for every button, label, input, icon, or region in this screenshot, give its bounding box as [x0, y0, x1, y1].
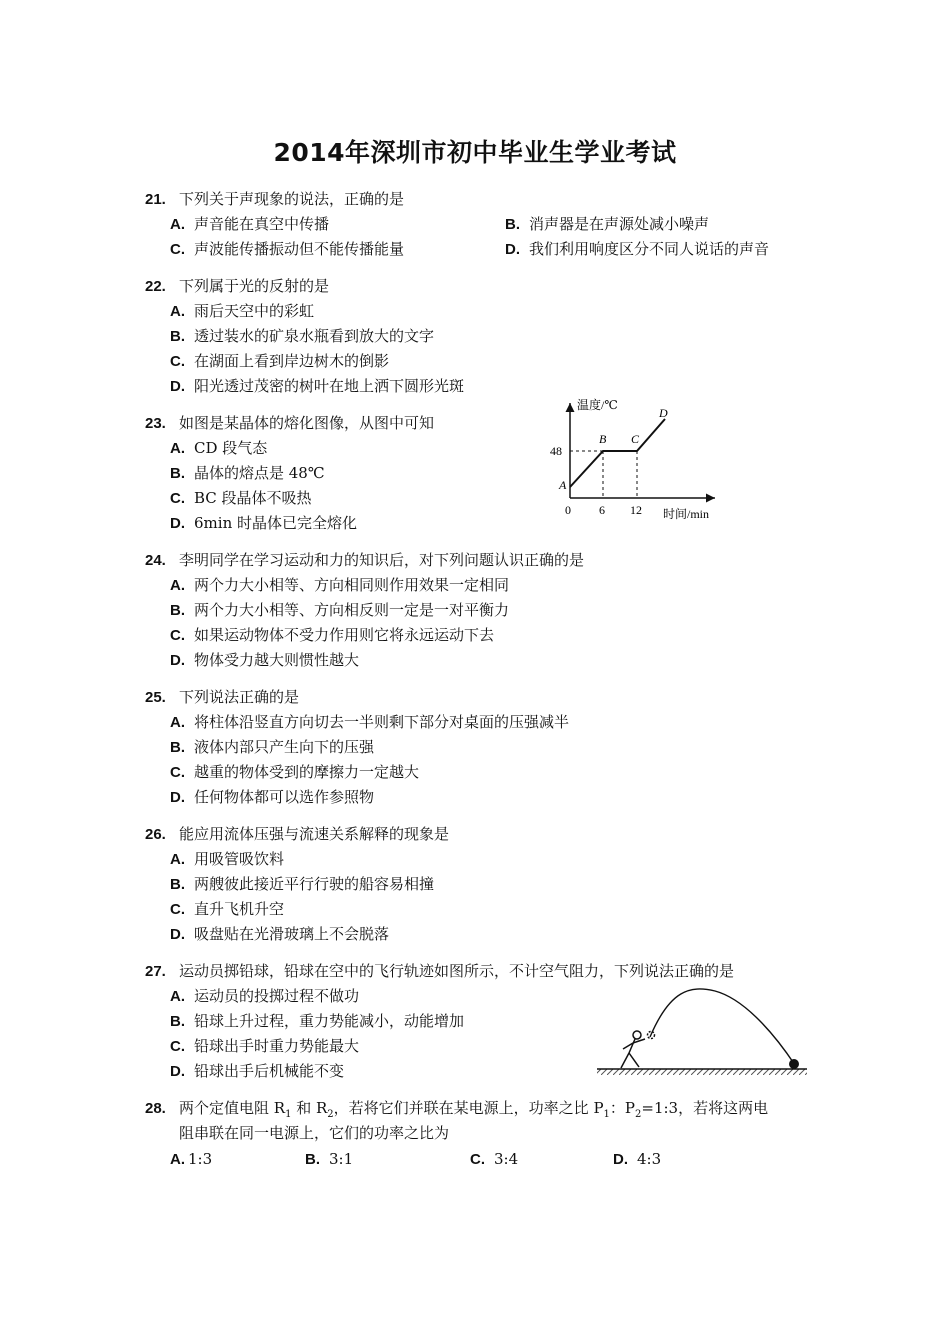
option-c[interactable]: C. BC 段晶体不吸热	[170, 489, 312, 507]
x-tick-0: 0	[565, 503, 571, 517]
option-b[interactable]: B. 液体内部只产生向下的压强	[170, 738, 375, 756]
option-d[interactable]: D. 吸盘贴在光滑玻璃上不会脱落	[170, 925, 390, 943]
option-b[interactable]: B. 透过装水的矿泉水瓶看到放大的文字	[170, 327, 435, 345]
option-b[interactable]: B. 消声器是在声源处减小噪声	[505, 215, 710, 233]
option-a[interactable]: A. 将柱体沿竖直方向切去一半则剩下部分对桌面的压强减半	[170, 713, 570, 731]
option-c[interactable]: C. 如果运动物体不受力作用则它将永远运动下去	[170, 626, 495, 644]
question-stem: 27. 运动员掷铅球，铅球在空中的飞行轨迹如图所示，不计空气阻力，下列说法正确的是	[145, 962, 735, 980]
option-b[interactable]: B. 晶体的熔点是 48℃	[170, 464, 325, 482]
option-c[interactable]: C. 铅球出手时重力势能最大	[170, 1037, 360, 1055]
question-stem-line2: 阻串联在同一电源上，它们的功率之比为	[179, 1124, 450, 1142]
y-axis-label: 温度/℃	[577, 398, 618, 412]
question-stem: 28. 两个定值电阻 $R_1$ 和 $R_2$，若将它们并联在某电源上，功率之比 $P_1$：$P_2=1:3$，若将这两电	[145, 1099, 769, 1120]
option-a[interactable]: A. 两个力大小相等、方向相同则作用效果一定相同	[170, 576, 510, 594]
x-axis-label: 时间/min	[663, 507, 710, 521]
question-stem: 21. 下列关于声现象的说法，正确的是	[145, 190, 405, 208]
shot-put-trajectory-figure	[595, 985, 810, 1080]
option-b[interactable]: B. 3:1	[305, 1150, 354, 1168]
x-tick-6: 6	[599, 503, 605, 517]
ground-hatch	[597, 1069, 807, 1075]
option-d[interactable]: D. 4:3	[613, 1150, 662, 1168]
shot-ball	[789, 1059, 799, 1069]
option-c[interactable]: C. 3:4	[470, 1150, 519, 1168]
melting-graph	[545, 393, 735, 528]
x-tick-12: 12	[630, 503, 642, 517]
option-c[interactable]: C. 在湖面上看到岸边树木的倒影	[170, 352, 390, 370]
page-title: 2014年深圳市初中毕业生学业考试	[273, 138, 677, 167]
point-b: B	[599, 432, 607, 446]
option-d[interactable]: D. 阳光透过茂密的树叶在地上洒下圆形光斑	[170, 377, 465, 395]
option-d[interactable]: D. 铅球出手后机械能不变	[170, 1062, 345, 1080]
option-d[interactable]: D. 物体受力越大则惯性越大	[170, 651, 360, 669]
option-a[interactable]: A. 用吸管吸饮料	[170, 850, 285, 868]
point-d: D	[659, 406, 668, 420]
point-c: C	[631, 432, 640, 446]
option-c[interactable]: C. 声波能传播振动但不能传播能量	[170, 240, 405, 258]
question-stem: 25. 下列说法正确的是	[145, 688, 300, 706]
trajectory-curve	[650, 989, 795, 1065]
option-b[interactable]: B. 两个力大小相等、方向相反则一定是一对平衡力	[170, 601, 510, 619]
option-b[interactable]: B. 两艘彼此接近平行行驶的船容易相撞	[170, 875, 435, 893]
option-a[interactable]: A. CD 段气态	[170, 439, 268, 457]
option-d[interactable]: D. 任何物体都可以选作参照物	[170, 788, 375, 806]
option-b[interactable]: B. 铅球上升过程，重力势能减小，动能增加	[170, 1012, 465, 1030]
option-c[interactable]: C. 直升飞机升空	[170, 900, 285, 918]
option-d[interactable]: D. 我们利用响度区分不同人说话的声音	[505, 240, 770, 258]
point-a: A	[559, 478, 567, 492]
question-stem: 23. 如图是某晶体的熔化图像，从图中可知	[145, 414, 435, 432]
option-a[interactable]: A. 运动员的投掷过程不做功	[170, 987, 360, 1005]
y-tick-48: 48	[550, 444, 562, 458]
option-c[interactable]: C. 越重的物体受到的摩擦力一定越大	[170, 763, 420, 781]
option-a[interactable]: A. 雨后天空中的彩虹	[170, 302, 315, 320]
option-a[interactable]: A. 1:3	[170, 1150, 213, 1168]
question-stem: 22. 下列属于光的反射的是	[145, 277, 330, 295]
question-stem: 24. 李明同学在学习运动和力的知识后，对下列问题认识正确的是	[145, 551, 585, 569]
temperature-curve	[570, 419, 665, 487]
question-stem: 26. 能应用流体压强与流速关系解释的现象是	[145, 825, 450, 843]
option-d[interactable]: D. 6min 时晶体已完全熔化	[170, 514, 357, 532]
option-a[interactable]: A. 声音能在真空中传播	[170, 215, 330, 233]
